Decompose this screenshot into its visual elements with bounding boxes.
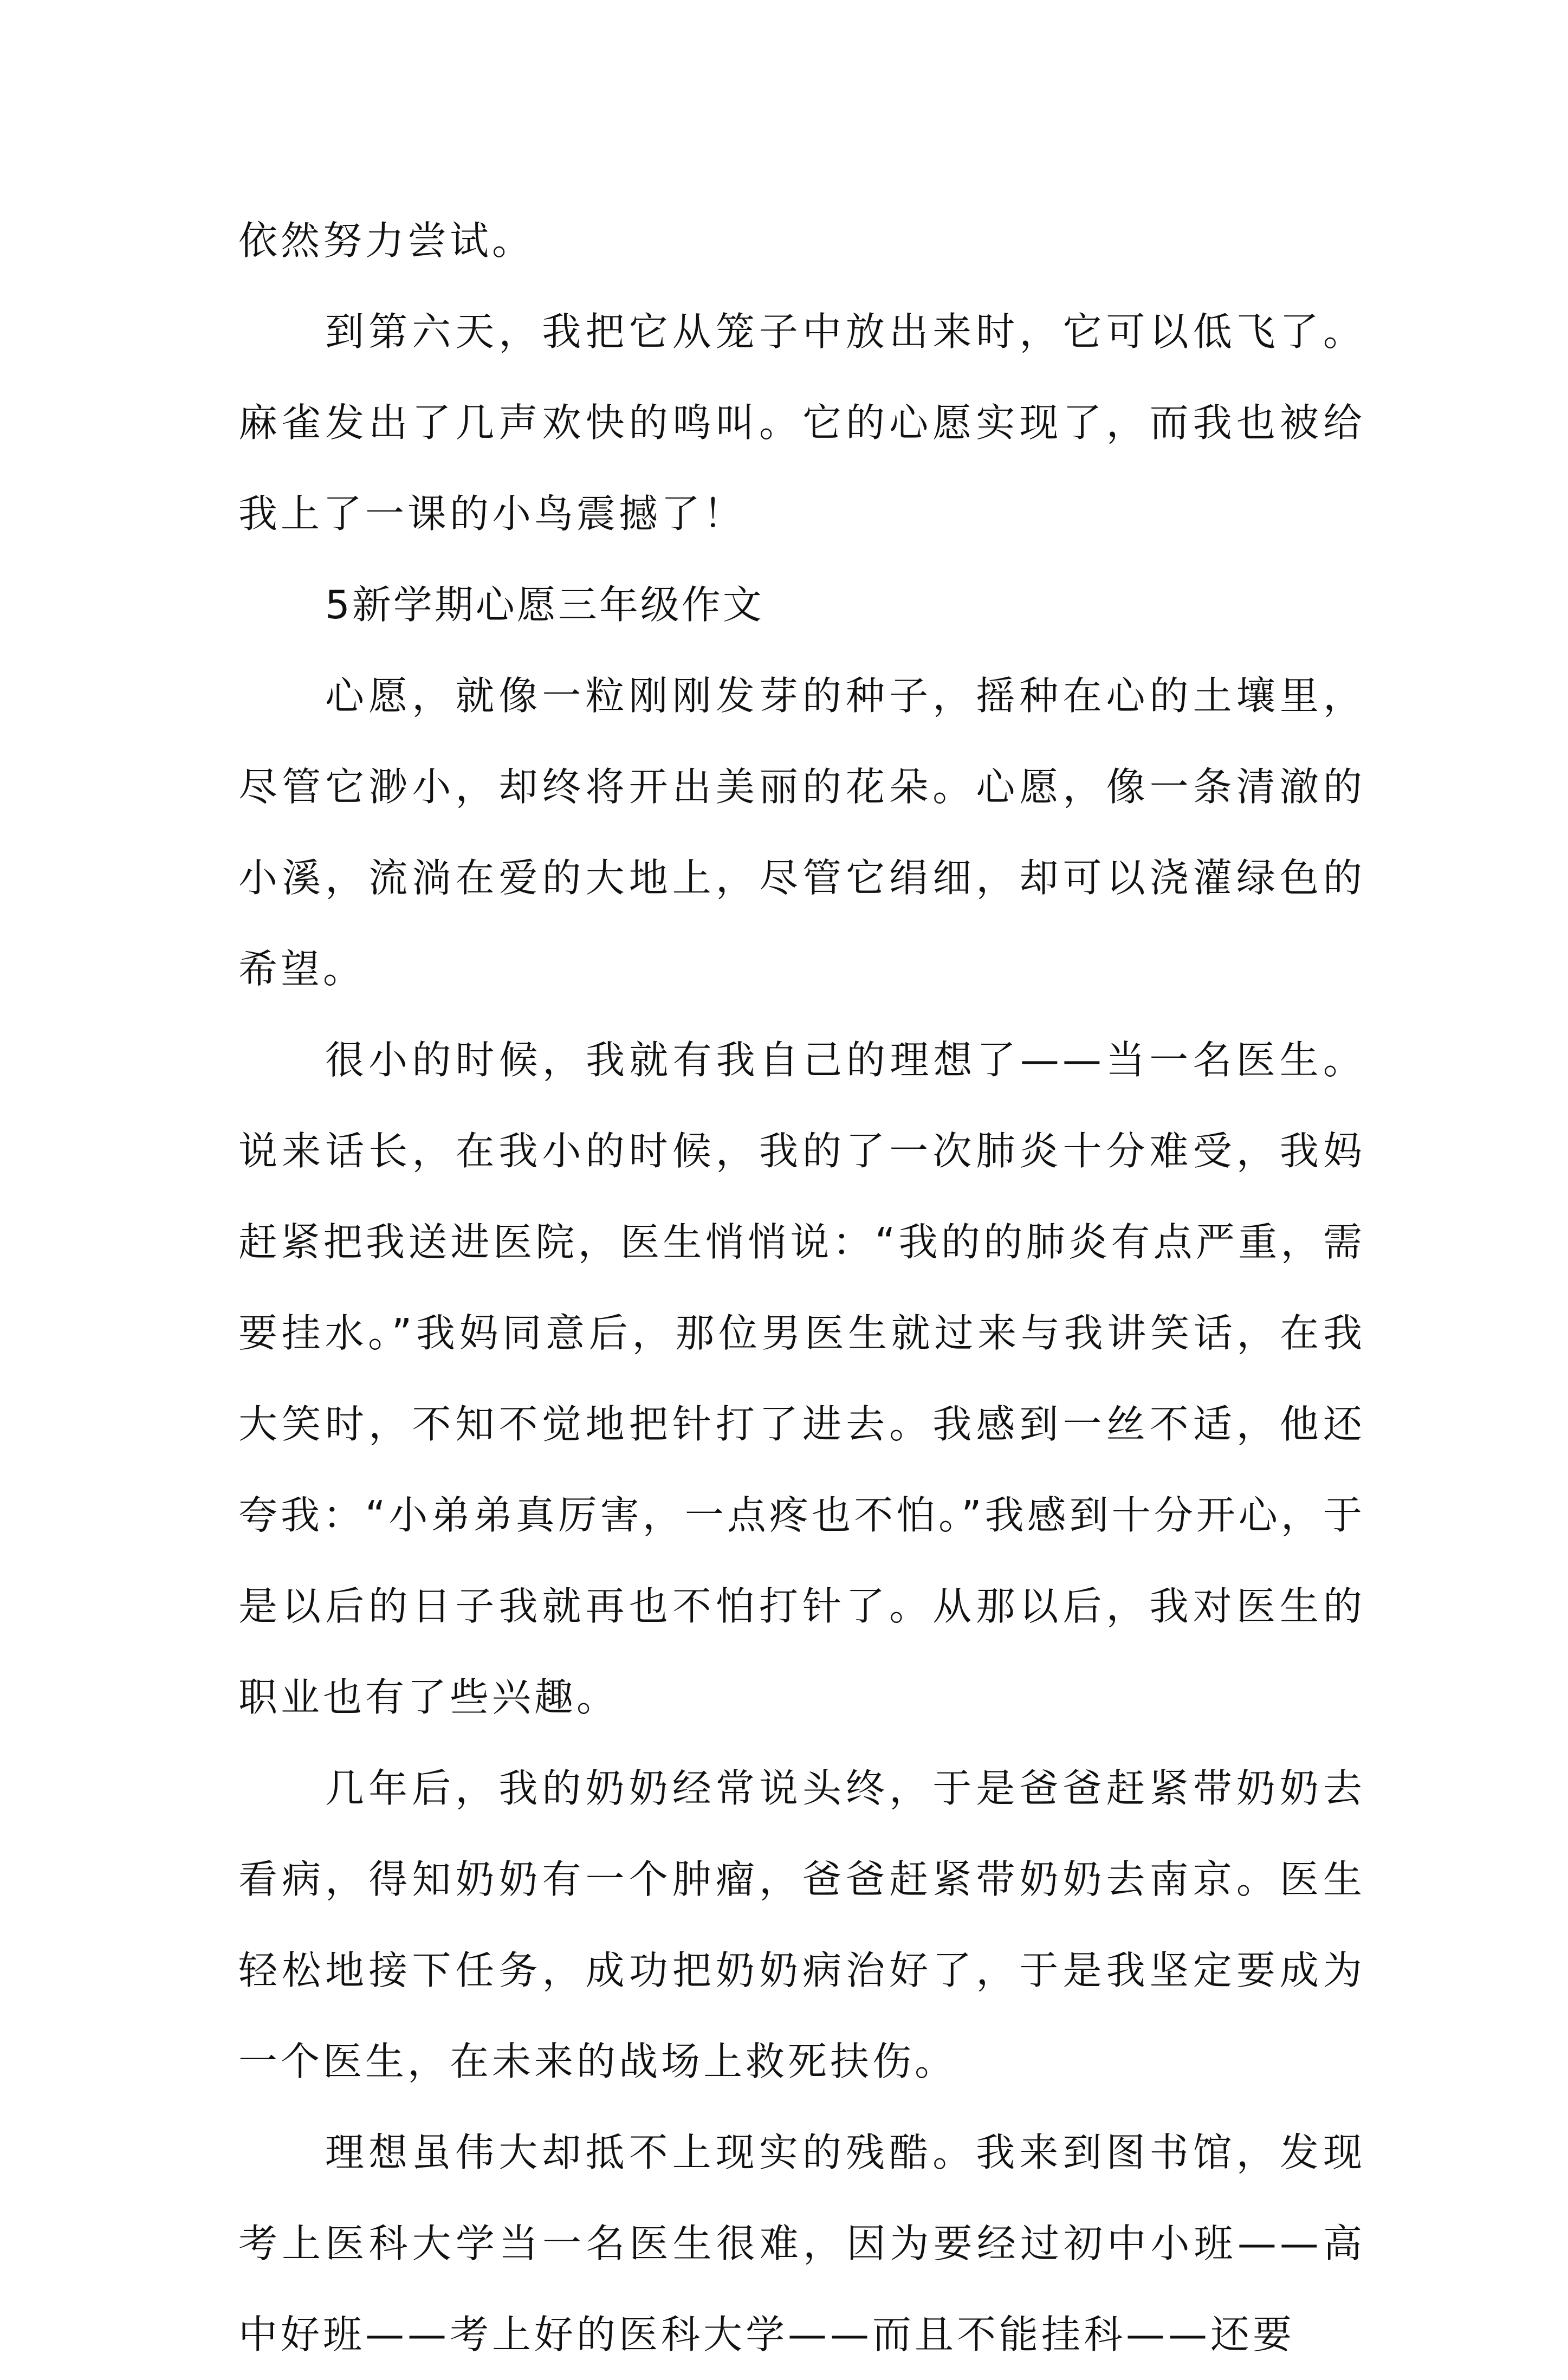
paragraph-doctor-dream: 很小的时候，我就有我自己的理想了——当一名医生。说来话长，在我小的时候，我的了一次肺炎十分难受，我妈赶紧把我送进医院，医生悄悄说：“我的的肺炎有点严重，需要挂水。”我妈同意后，那位男医生就过来与我讲笑话，在我大笑时，不知不觉地把针打了进去。我感到一丝不适，他还夸我：“小弟弟真厉害，一点疼也不怕。”我感到十分开心，于是以后的日子我就再也不怕打针了。从那以后，我对医生的职业也有了些兴趣。 <box>238 1037 1365 1720</box>
paragraph-sparrow-flies: 到第六天，我把它从笼子中放出来时，它可以低飞了。麻雀发出了几声欢快的鸣叫。它的心愿实现了，而我也被给我上了一课的小鸟震撼了！ <box>238 309 1365 536</box>
paragraph-reality: 理想虽伟大却抵不上现实的残酷。我来到图书馆，发现考上医科大学当一名医生很难，因为要经过初中小班——高中好班——考上好的医科大学——而且不能挂科——还要 <box>238 2130 1365 2357</box>
paragraph-grandma: 几年后，我的奶奶经常说头终，于是爸爸赶紧带奶奶去看病，得知奶奶有一个肿瘤，爸爸赶紧带奶奶去南京。医生轻松地接下任务，成功把奶奶病治好了，于是我坚定要成为一个医生，在未来的战场上救死扶伤。 <box>238 1765 1365 2084</box>
document-body <box>238 195 1365 2380</box>
essay-title: 5新学期心愿三年级作文 <box>325 582 764 628</box>
paragraph-wish-metaphor: 心愿，就像一粒刚刚发芽的种子，摇种在心的土壤里，尽管它渺小，却终将开出美丽的花朵。心愿，像一条清澈的小溪，流淌在爱的大地上，尽管它绢细，却可以浇灌绿色的希望。 <box>238 673 1365 992</box>
paragraph-continuation: 依然努力尝试。 <box>238 218 535 263</box>
